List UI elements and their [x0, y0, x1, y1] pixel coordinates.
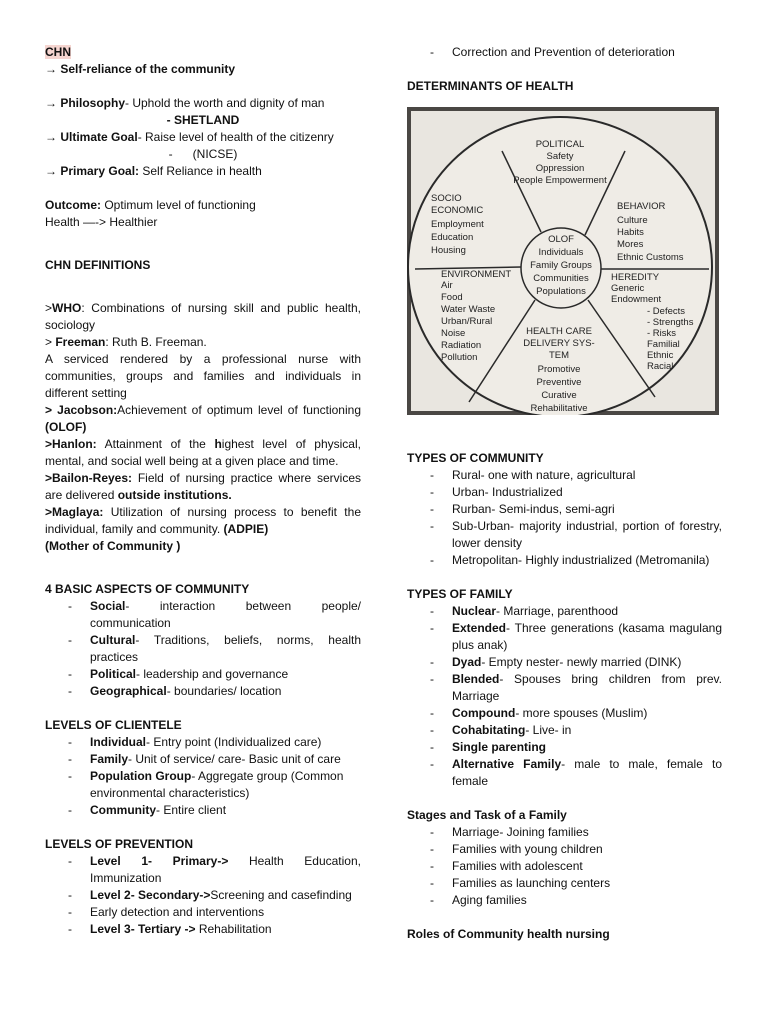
stages-list	[407, 824, 722, 909]
list-item: - Families as launching centers	[452, 875, 722, 892]
list-item: - Nuclear- Marriage, parenthood	[452, 603, 722, 620]
list-item: - Cultural- Traditions, beliefs, norms, health practices	[90, 632, 361, 666]
aspects-heading: 4 BASIC ASPECTS OF COMMUNITY	[45, 582, 250, 596]
svg-text:Family Groups: Family Groups	[530, 260, 592, 271]
svg-text:Rehabilitative: Rehabilitative	[530, 403, 588, 414]
svg-text:BEHAVIOR: BEHAVIOR	[617, 201, 666, 212]
svg-text:- Defects: - Defects	[647, 306, 686, 317]
svg-text:Preventive: Preventive	[536, 377, 582, 388]
self-reliance-line: → Self-reliance of the community	[45, 62, 236, 76]
list-item: - Political- leadership and governance	[90, 666, 361, 683]
aspects-list	[45, 598, 361, 700]
list-item: - Sub-Urban- majority industrial, portion of forestry, lower density	[452, 518, 722, 552]
hanlon-definition: >Hanlon: Attainment of the highest level of physical, mental, and social well being at a given place and time.	[45, 437, 361, 468]
list-item: - Families with young children	[452, 841, 722, 858]
svg-text:- Risks: - Risks	[647, 328, 677, 339]
svg-text:Promotive: Promotive	[537, 364, 581, 375]
health-line: Health —-> Healthier	[45, 215, 158, 229]
left-column	[45, 44, 361, 938]
svg-text:Racial: Racial	[647, 361, 674, 372]
correction-list	[407, 44, 722, 61]
list-item: - Marriage- Joining families	[452, 824, 722, 841]
svg-text:Noise: Noise	[441, 328, 466, 339]
svg-text:Oppression: Oppression	[535, 163, 585, 174]
list-item: - Single parenting	[452, 739, 722, 756]
svg-text:Radiation: Radiation	[441, 340, 482, 351]
svg-text:Populations: Populations	[536, 286, 586, 297]
list-item: - Metropolitan- Highly industrialized (Metromanila)	[452, 552, 722, 569]
list-item: - Individual- Entry point (Individualized care)	[90, 734, 361, 751]
svg-text:Culture: Culture	[617, 215, 648, 226]
svg-text:Mores: Mores	[617, 239, 644, 250]
svg-text:Individuals: Individuals	[538, 247, 584, 258]
family-list	[407, 603, 722, 790]
svg-text:Curative: Curative	[541, 390, 577, 401]
list-item: - Dyad- Empty nester- newly married (DINK)	[452, 654, 722, 671]
primary-goal-line: → Primary Goal: Self Reliance in health	[45, 164, 262, 178]
list-item: - Alternative Family- male to male, female to female	[452, 756, 722, 790]
svg-text:ENVIRONMENT: ENVIRONMENT	[441, 269, 512, 280]
bailon-reyes-definition: >Bailon-Reyes: Field of nursing practice where services are delivered outside institutions.	[45, 471, 361, 502]
list-item: - Families with adolescent	[452, 858, 722, 875]
maglaya-definition: >Maglaya: Utilization of nursing process to benefit the individual, family and community. (ADPIE)	[45, 505, 361, 536]
svg-text:DELIVERY SYS-: DELIVERY SYS-	[523, 338, 595, 349]
community-list	[407, 467, 722, 569]
svg-text:Communities: Communities	[533, 273, 589, 284]
list-item: - Rurban- Semi-indus, semi-agri	[452, 501, 722, 518]
list-item: - Population Group- Aggregate group (Common environmental characteristics)	[90, 768, 361, 802]
svg-text:ECONOMIC: ECONOMIC	[431, 205, 484, 216]
list-item: - Level 2- Secondary->Screening and casefinding	[90, 887, 361, 904]
determinants-wheel-image	[407, 107, 719, 415]
chn-title: CHN	[45, 45, 71, 59]
list-item: - Level 1- Primary-> Health Education, Immunization	[90, 853, 361, 887]
right-column	[407, 44, 722, 943]
svg-text:Urban/Rural: Urban/Rural	[441, 316, 493, 327]
clientele-heading: LEVELS OF CLIENTELE	[45, 718, 182, 732]
svg-text:Safety: Safety	[546, 151, 574, 162]
list-item: - Compound- more spouses (Muslim)	[452, 705, 722, 722]
list-item: - Geographical- boundaries/ location	[90, 683, 361, 700]
list-item: - Cohabitating- Live- in	[452, 722, 722, 739]
svg-text:Pollution: Pollution	[441, 352, 478, 363]
freeman-definition: > Freeman: Ruth B. Freeman.	[45, 335, 207, 349]
svg-text:Habits: Habits	[617, 227, 644, 238]
determinants-heading: DETERMINANTS OF HEALTH	[407, 79, 574, 93]
svg-text:- Strengths: - Strengths	[647, 317, 694, 328]
svg-text:Air: Air	[441, 280, 453, 291]
svg-text:HEREDITY: HEREDITY	[611, 272, 660, 283]
determinants-diagram	[407, 107, 722, 420]
community-heading: TYPES OF COMMUNITY	[407, 451, 544, 465]
mother-of-community: (Mother of Community )	[45, 539, 181, 553]
list-item: - Community- Entire client	[90, 802, 361, 819]
list-item: - Urban- Industrialized	[452, 484, 722, 501]
prevention-list	[45, 853, 361, 938]
svg-text:Water Waste: Water Waste	[441, 304, 496, 315]
list-item: - Level 3- Tertiary -> Rehabilitation	[90, 921, 361, 938]
svg-text:Food: Food	[441, 292, 463, 303]
jacobson-definition: > Jacobson:Achievement of optimum level of functioning (OLOF)	[45, 403, 361, 434]
svg-text:Endowment: Endowment	[611, 294, 662, 305]
prevention-heading: LEVELS OF PREVENTION	[45, 837, 194, 851]
freeman-description: A serviced rendered by a professional nurse with communities, groups and families and individuals in different setting	[45, 352, 361, 400]
svg-text:Education: Education	[431, 232, 474, 243]
svg-text:Ethnic: Ethnic	[647, 350, 674, 361]
svg-text:TEM: TEM	[548, 350, 570, 361]
outcome-line: Outcome: Optimum level of functioning	[45, 198, 256, 212]
shetland-line: - SHETLAND	[166, 113, 240, 127]
nicse-line: - (NICSE)	[168, 147, 238, 161]
roles-heading: Roles of Community health nursing	[407, 927, 610, 941]
list-item: - Rural- one with nature, agricultural	[452, 467, 722, 484]
list-item: - Aging families	[452, 892, 722, 909]
philosophy-line: → Philosophy- Uphold the worth and dignity of man	[45, 96, 325, 110]
svg-text:POLITICAL: POLITICAL	[535, 139, 585, 150]
svg-text:Employment: Employment	[431, 219, 484, 230]
definitions-heading: CHN DEFINITIONS	[45, 258, 151, 272]
list-item: - Blended- Spouses bring children from prev. Marriage	[452, 671, 722, 705]
svg-text:People Empowerment: People Empowerment	[513, 175, 607, 186]
svg-text:SOCIO: SOCIO	[431, 193, 462, 204]
svg-text:Familial: Familial	[647, 339, 680, 350]
list-item: - Social- interaction between people/ communication	[90, 598, 361, 632]
clientele-list	[45, 734, 361, 819]
list-item: - Extended- Three generations (kasama magulang plus anak)	[452, 620, 722, 654]
svg-text:Ethnic Customs: Ethnic Customs	[617, 252, 684, 263]
list-item: - Correction and Prevention of deterioration	[452, 44, 722, 61]
stages-heading: Stages and Task of a Family	[407, 808, 567, 822]
svg-text:HEALTH CARE: HEALTH CARE	[526, 326, 592, 337]
ultimate-goal-line: → Ultimate Goal- Raise level of health of the citizenry	[45, 130, 334, 144]
svg-text:Housing: Housing	[431, 245, 466, 256]
list-item: - Family- Unit of service/ care- Basic unit of care	[90, 751, 361, 768]
family-heading: TYPES OF FAMILY	[407, 587, 513, 601]
svg-text:Generic: Generic	[611, 283, 645, 294]
svg-text:OLOF: OLOF	[548, 234, 574, 245]
who-definition: >WHO: Combinations of nursing skill and public health, sociology	[45, 301, 361, 332]
list-item: - Early detection and interventions	[90, 904, 361, 921]
